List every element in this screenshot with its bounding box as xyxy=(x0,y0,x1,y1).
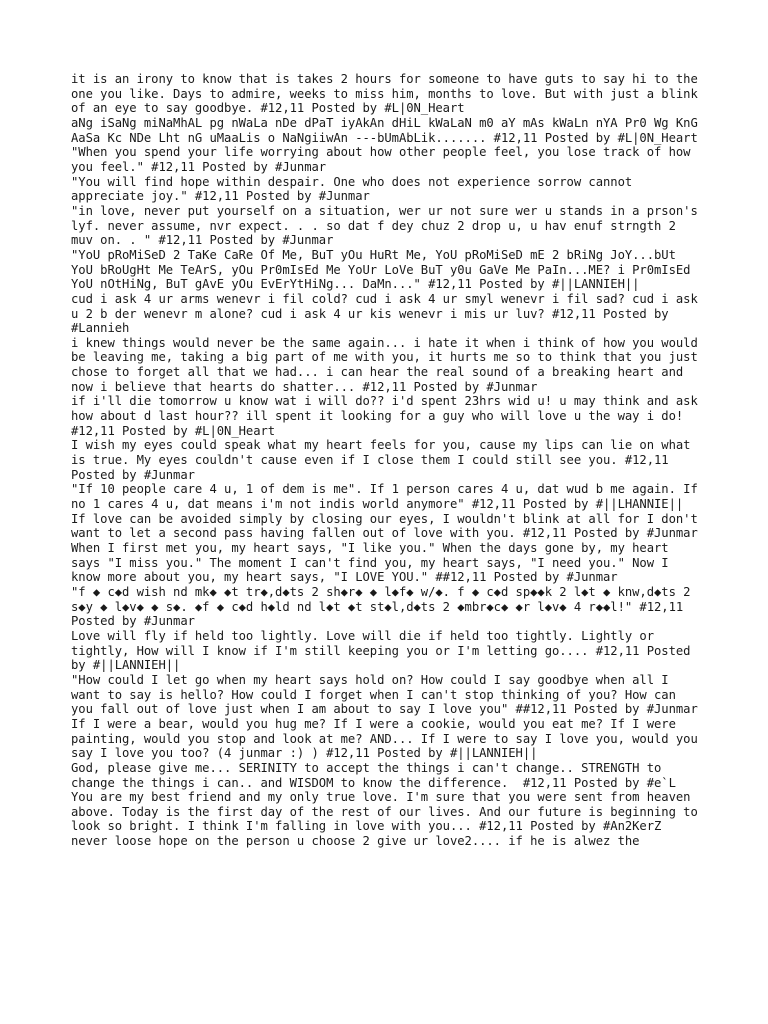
text-entry: Love will fly if held too lightly. Love will die if held too tightly. Lightly or tightly, How will I know if I'm still keeping you or I'm letting go.... #12,11 Posted by #||LANNIEH|| xyxy=(71,628,698,673)
text-entry: "How could I let go when my heart says hold on? How could I say goodbye when all I want to say is hello? How could I forget when I can't stop thinking of you? How can you fall out of love just when I am about to say I love you" ##12,11 Posted by #Junmar xyxy=(71,672,698,717)
text-entry: cud i ask 4 ur arms wenevr i fil cold? cud i ask 4 ur smyl wenevr i fil sad? cud i ask u 2 b der wenevr m alone? cud i ask 4 ur kis wenevr i mis ur luv? #12,11 Posted by #Lannieh xyxy=(71,291,706,336)
text-entry: "YoU pRoMiSeD 2 TaKe CaRe Of Me, BuT yOu HuRt Me, YoU pRoMiSeD mE 2 bRiNg JoY...bUt YoU bRoUgHt Me TeArS, yOu Pr0mIsEd Me YoUr LoVe BuT y0u GaVe Me PaIn...ME? i Pr0mIsEd YoU nOtHiNg, BuT gAvE yOu EvErYtHiNg... DaMn..." #12,11 Posted by #||LANNIEH|| xyxy=(71,247,698,292)
text-entry: If I were a bear, would you hug me? If I were a cookie, would you eat me? If I were painting, would you stop and look at me? AND... If I were to say I love you, would you say I love you too? (4 junmar :) ) #12,11 Posted by #||LANNIEH|| xyxy=(71,716,706,761)
text-entry: "in love, never put yourself on a situation, wer ur not sure wer u stands in a prson's lyf. never assume, nvr expect. . . so dat f dey chuz 2 drop u, u hav enuf strngth 2 muv on. . " #12,11 Posted by #Junmar xyxy=(71,203,706,248)
text-entry: i knew things would never be the same again... i hate it when i think of how you would be leaving me, taking a big part of me with you, it hurts me so to think that you just chose to forget all that we had... i can hear the real sound of a breaking heart and now i believe that hearts do shatter... #12,11 Posted by #Junmar xyxy=(71,335,706,394)
text-entry: it is an irony to know that is takes 2 hours for someone to have guts to say hi to the one you like. Days to admire, weeks to miss him, months to love. But with just a blink of an eye to say goodbye. #12,11 Posted by #L|0N_Heart xyxy=(71,72,706,116)
text-entry: God, please give me... SERINITY to accept the things i can't change.. STRENGTH to change the things i can.. and WISDOM to know the difference. #12,11 Posted by #e`L xyxy=(71,760,676,790)
text-entry: aNg iSaNg miNaMhAL pg nWaLa nDe dPaT iyAkAn dHiL kWaLaN m0 aY mAs kWaLn nYA Pr0 Wg KnG AaSa Kc NDe Lht nG uMaaLis o NaNgiiwAn ---bUmAbLik....... #12,11 Posted by #L|0N_Heart xyxy=(71,115,706,145)
document-body xyxy=(71,72,706,849)
text-entry: if i'll die tomorrow u know wat i will do?? i'd spent 23hrs wid u! u may think and ask how about d last hour?? ill spent it looking for a guy who will love u the way i do! #12,11 Posted by #L|0N_Heart xyxy=(71,394,706,438)
text-entry: "f ◆ c◆d wish nd mk◆ ◆t tr◆,d◆ts 2 sh◆r◆ ◆ l◆f◆ w/◆. f ◆ c◆d sp◆◆k 2 l◆t ◆ knw,d◆ts 2 s◆y ◆ l◆v◆ ◆ s◆. ◆f ◆ c◆d h◆ld nd l◆t ◆t st◆l,d◆ts 2 ◆mbr◆c◆ ◆r l◆v◆ 4 r◆◆l!" #12,11 Posted by #Junmar xyxy=(71,584,698,629)
text-entry: "When you spend your life worrying about how other people feel, you lose track of how you feel." #12,11 Posted by #Junmar xyxy=(71,145,698,174)
text-entry: "If 10 people care 4 u, 1 of dem is me". If 1 person cares 4 u, dat wud b me again. If no 1 cares 4 u, dat means i'm not indis world anymore" #12,11 Posted by #||LHANNIE|| xyxy=(71,482,706,512)
text-entry: "You will find hope within despair. One who does not experience sorrow cannot appreciate joy." #12,11 Posted by #Junmar xyxy=(71,174,640,204)
text-entry: I wish my eyes could speak what my heart feels for you, cause my lips can lie on what is true. My eyes couldn't cause even if I close them I could still see you. #12,11 Posted by #Junmar xyxy=(71,438,698,482)
text-entry: When I first met you, my heart says, "I like you." When the days gone by, my heart says "I miss you." The moment I can't find you, my heart says, "I need you." Now I know more about you, my heart says, "I LOVE YOU." ##12,11 Posted by #Junmar xyxy=(71,541,676,585)
text-entry: never loose hope on the person u choose 2 give ur love2.... if he is alwez the xyxy=(71,834,640,849)
text-entry: If love can be avoided simply by closing our eyes, I wouldn't blink at all for I don't want to let a second pass having fallen out of love with you. #12,11 Posted by #Junmar xyxy=(71,511,706,541)
text-entry: You are my best friend and my only true love. I'm sure that you were sent from heaven above. Today is the first day of the rest of our lives. And our future is beginning to look so bright. I think I'm falling in love with you... #12,11 Posted by #An2KerZ xyxy=(71,790,706,834)
